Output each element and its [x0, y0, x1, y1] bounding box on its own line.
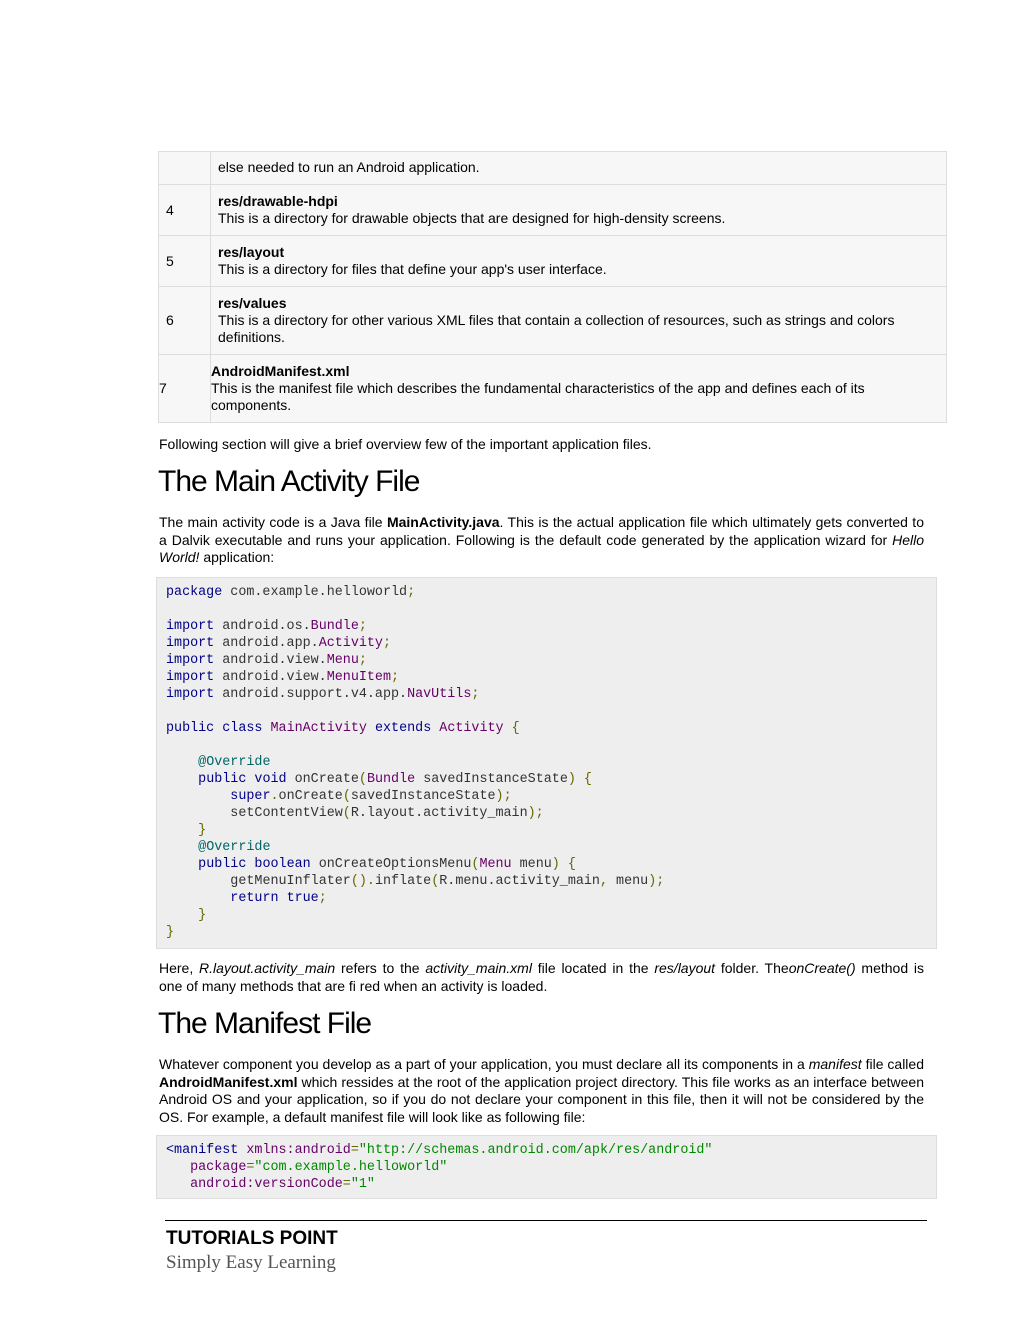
row-title-main: values [242, 295, 287, 311]
row-number [159, 152, 211, 185]
code-text: menu [608, 874, 649, 889]
footer-divider [165, 1220, 927, 1221]
code-annotation: @Override [198, 755, 271, 770]
row-description [211, 287, 947, 355]
text-run: application: [199, 549, 275, 565]
filename-manifest: AndroidManifest.xml [159, 1073, 298, 1090]
code-type: MenuItem [326, 670, 392, 685]
code-type: Bundle [366, 772, 416, 787]
code-punct: ( [342, 806, 351, 821]
code-punct: ); [527, 806, 544, 821]
row-desc-text: This is a directory for other various XML files that contain a collection of resources, such as strings and colors definitions. [218, 312, 895, 345]
row-number: 5 [159, 236, 211, 287]
row-number: 6 [159, 287, 211, 355]
code-punct: ; [358, 653, 367, 668]
code-punct: } [166, 925, 175, 940]
code-keyword: extends [374, 721, 432, 736]
code-text: R.layout.activity_main [350, 806, 528, 821]
text-run: refers to the [335, 960, 426, 976]
section-heading-main-activity: The Main Activity File [158, 465, 420, 498]
code-text: android.os. [214, 619, 311, 634]
row-title: AndroidManifest.xml [211, 363, 350, 379]
code-ref: onCreate() [788, 960, 856, 976]
row-number: 7 [159, 355, 211, 423]
text-run: The main activity code is a Java file [159, 514, 387, 530]
code-text: onCreate [286, 772, 359, 787]
code-keyword: true [286, 891, 319, 906]
code-text: android.support.v4.app. [214, 687, 408, 702]
code-text: android.app. [214, 636, 319, 651]
code-punct: ); [495, 789, 512, 804]
code-type: Menu [479, 857, 512, 872]
code-punct: (). [350, 874, 375, 889]
table-row [159, 185, 947, 236]
code-punct: ; [318, 891, 327, 906]
text-run: file located in the [531, 960, 655, 976]
code-punct: ; [391, 670, 400, 685]
code-attr-value: "1" [350, 1177, 375, 1192]
code-ref: R.layout.activity_main [199, 960, 336, 976]
table-row [159, 236, 947, 287]
code-keyword: public [198, 857, 247, 872]
text-run: Here, [159, 960, 200, 976]
layout-explanation-paragraph [159, 960, 924, 995]
code-attr: package [190, 1160, 247, 1175]
code-tag: <manifest [166, 1143, 239, 1158]
code-type: Bundle [310, 619, 359, 634]
row-title [218, 295, 287, 311]
code-punct: ( [431, 874, 440, 889]
code-text: savedInstanceState [415, 772, 568, 787]
row-title-prefix: res/ [218, 295, 243, 311]
code-text: R.menu.activity_main [439, 874, 600, 889]
table-row [159, 152, 947, 185]
code-type: Activity [318, 636, 383, 651]
text-run: file called [861, 1056, 924, 1072]
code-ref: res/layout [654, 960, 716, 976]
code-text: setContentView [230, 806, 343, 821]
code-text: onCreateOptionsMenu [310, 857, 472, 872]
code-type: NavUtils [407, 687, 472, 702]
code-punct: . [270, 789, 279, 804]
code-keyword: import [166, 687, 215, 702]
text-run: . This is the actual application file which ultimately gets converted to a Dalvik executable and runs your application. Following is the default code generated by the application wizard for [159, 514, 924, 548]
code-attr: android:versionCode [190, 1177, 343, 1192]
text-run: which ressides at the root of the application project directory. This file works as an interface between Android OS and your application, so if you do not declare your component in this file, then it will not be considered by the OS. For example, a default manifest file will look like as following file: [159, 1073, 924, 1125]
code-keyword: class [222, 721, 263, 736]
intro-paragraph: Following section will give a brief overview few of the important application files. [159, 436, 652, 452]
code-text: inflate [374, 874, 432, 889]
table-row [159, 355, 947, 423]
code-attr-value: "http://schemas.android.com/apk/res/android" [358, 1143, 713, 1158]
code-keyword: import [166, 636, 215, 651]
footer-brand: TUTORIALS POINT [166, 1228, 338, 1249]
code-punct: ; [382, 636, 392, 651]
code-ref: activity_main.xml [425, 960, 532, 976]
code-type: Activity [439, 721, 504, 736]
code-punct: = [246, 1160, 255, 1175]
code-punct: = [350, 1143, 359, 1158]
row-description [211, 236, 947, 287]
code-punct: ( [471, 857, 480, 872]
row-description [211, 185, 947, 236]
row-desc-text: This is the manifest file which describes the fundamental characteristics of the app and defines each of its components. [211, 380, 865, 413]
text-run: folder. The [715, 960, 789, 976]
code-text: onCreate [278, 789, 343, 804]
xml-code-block [156, 1135, 937, 1199]
filename-mainactivity: MainActivity.java [386, 514, 500, 530]
footer-tagline: Simply Easy Learning [166, 1252, 336, 1273]
resource-table [158, 151, 947, 423]
code-attr-value: "com.example.helloworld" [254, 1160, 448, 1175]
row-title [218, 193, 338, 209]
row-title-main: layout [242, 244, 285, 260]
code-punct: ) { [551, 857, 576, 872]
manifest-paragraph [159, 1056, 924, 1126]
main-activity-paragraph [159, 514, 924, 567]
code-punct: ( [358, 772, 367, 787]
code-punct: ; [471, 687, 480, 702]
code-keyword: boolean [254, 857, 311, 872]
code-punct: ) { [567, 772, 592, 787]
table-row [159, 287, 947, 355]
row-title [218, 244, 284, 260]
code-keyword: public [166, 721, 215, 736]
code-keyword: import [166, 619, 215, 634]
java-code-block [156, 577, 937, 949]
app-name: Hello World! [159, 531, 924, 565]
row-desc-text: This is a directory for files that define your app's user interface. [218, 261, 607, 277]
section-heading-manifest: The Manifest File [158, 1007, 372, 1040]
code-punct: } [198, 908, 207, 923]
code-punct: ); [648, 874, 665, 889]
code-text: android.view. [214, 653, 327, 668]
code-text: menu [511, 857, 552, 872]
code-text: savedInstanceState [350, 789, 496, 804]
code-type: Menu [326, 653, 359, 668]
text-emphasis: manifest [808, 1056, 862, 1072]
row-description [211, 355, 947, 423]
code-punct: } [198, 823, 207, 838]
code-keyword: package [166, 585, 223, 600]
code-keyword: return [230, 891, 279, 906]
code-punct: ; [407, 585, 416, 600]
text-run: method is one of many methods that are fi red when an activity is loaded. [159, 960, 925, 994]
code-punct: = [342, 1177, 351, 1192]
row-number: 4 [159, 185, 211, 236]
code-keyword: super [230, 789, 271, 804]
code-keyword: import [166, 653, 215, 668]
row-desc-text: This is a directory for drawable objects that are designed for high-density screens. [218, 210, 726, 226]
code-punct: { [511, 721, 520, 736]
code-text: android.view. [214, 670, 327, 685]
code-keyword: public [198, 772, 247, 787]
code-keyword: void [254, 772, 287, 787]
code-keyword: import [166, 670, 215, 685]
code-punct: ; [358, 619, 367, 634]
code-annotation: @Override [198, 840, 271, 855]
row-desc-text: else needed to run an Android application. [218, 159, 480, 175]
code-text: com.example.helloworld [222, 585, 408, 600]
code-type: MainActivity [270, 721, 367, 736]
text-run: Whatever component you develop as a part of your application, you must declare all its components in a [159, 1056, 809, 1072]
code-punct: , [599, 874, 609, 889]
row-title-prefix: res/ [218, 193, 243, 209]
code-attr: xmlns:android [246, 1143, 351, 1158]
code-punct: ( [342, 789, 351, 804]
code-text: getMenuInflater [230, 874, 351, 889]
row-description [211, 152, 947, 185]
row-title-prefix: res/ [218, 244, 243, 260]
row-title-main: drawable-hdpi [242, 193, 338, 209]
